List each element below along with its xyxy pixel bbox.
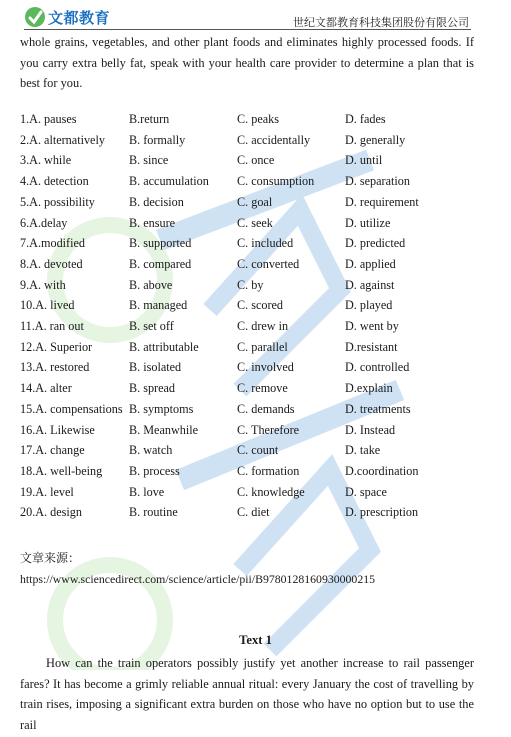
option-b: B. accumulation: [129, 174, 209, 189]
option-d: D. treatments: [345, 401, 411, 416]
option-row: [20, 257, 490, 277]
option-d: D. applied: [345, 256, 396, 271]
option-a: 1.A. pauses: [20, 112, 77, 126]
option-b: B. love: [129, 484, 165, 499]
option-c: C. accidentally: [237, 132, 311, 147]
option-b: B. supported: [129, 236, 192, 251]
option-a: 10.A. lived: [20, 298, 75, 313]
option-row: [20, 278, 490, 298]
option-d: D. separation: [345, 174, 410, 189]
option-c: C. involved: [237, 360, 294, 375]
option-c: C. count: [237, 443, 279, 458]
option-a: 4.A. detection: [20, 174, 89, 189]
option-d: D. predicted: [345, 236, 406, 251]
page-header: [0, 0, 511, 30]
option-a: 5.A. possibility: [20, 194, 95, 209]
option-c: C. once: [237, 153, 275, 168]
option-row: [20, 298, 490, 318]
option-row: [20, 423, 490, 443]
option-d: D. utilize: [345, 215, 391, 230]
brand-logo: [24, 7, 110, 27]
option-row: [20, 112, 490, 132]
company-name: 世纪文都教育科技集团股份有限公司: [293, 16, 469, 29]
option-a: 17.A. change: [20, 443, 85, 458]
option-a: 6.A.delay: [20, 215, 68, 230]
option-b: B. spread: [129, 381, 176, 396]
option-d: D.coordination: [345, 463, 419, 478]
option-row: [20, 216, 490, 236]
brand-logo-text: 文都教育: [48, 8, 111, 27]
option-row: [20, 485, 490, 505]
option-b: B.return: [129, 112, 170, 126]
header-divider: [24, 29, 471, 30]
source-url: https://www.sciencedirect.com/science/article/pii/B9780128160930000215: [20, 572, 376, 586]
option-row: [20, 174, 490, 194]
option-row: [20, 236, 490, 256]
option-a: 7.A.modified: [20, 236, 85, 251]
option-d: D. requirement: [345, 194, 419, 209]
option-a: 16.A. Likewise: [20, 422, 95, 437]
option-a: 18.A. well-being: [20, 463, 103, 478]
option-d: D. against: [345, 277, 395, 292]
option-d: D. went by: [345, 319, 399, 333]
option-d: D. Instead: [345, 422, 396, 437]
option-b: B. above: [129, 277, 173, 292]
option-a: 2.A. alternatively: [20, 132, 105, 147]
option-row: [20, 153, 490, 173]
option-c: C. formation: [237, 463, 300, 478]
option-row: [20, 464, 490, 484]
option-b: B. isolated: [129, 360, 182, 375]
option-b: B. decision: [129, 194, 184, 209]
option-row: [20, 195, 490, 215]
option-a: 20.A. design: [20, 505, 82, 520]
option-row: [20, 402, 490, 422]
option-b: B. routine: [129, 505, 178, 520]
option-a: 12.A. Superior: [20, 339, 93, 354]
option-a: 19.A. level: [20, 484, 74, 499]
option-a: 8.A. devoted: [20, 256, 83, 271]
option-d: D. space: [345, 484, 387, 499]
option-b: B. Meanwhile: [129, 422, 199, 437]
option-c: C. by: [237, 277, 264, 292]
option-c: C. knowledge: [237, 484, 305, 499]
option-row: [20, 381, 490, 401]
option-d: D. controlled: [345, 360, 410, 375]
option-c: C. goal: [237, 194, 273, 209]
option-b: B. since: [129, 153, 169, 168]
option-a: 3.A. while: [20, 153, 72, 168]
text-body: How can the train operators possibly justify yet another increase to rail passenger fares? It has become a grimly reliable annual ritual: every January the cost of travelling by train rises, imposing a significant extra burden on those who have no option but to use the rail: [20, 656, 474, 732]
option-b: B. attributable: [129, 339, 199, 354]
option-d: D. generally: [345, 132, 406, 147]
option-c: C. drew in: [237, 319, 289, 333]
option-b: B. formally: [129, 132, 186, 147]
source-label: 文章来源：: [20, 551, 81, 565]
option-d: D.explain: [345, 381, 393, 396]
option-a: 9.A. with: [20, 277, 66, 292]
option-row: [20, 360, 490, 380]
option-b: B. symptoms: [129, 401, 194, 416]
option-b: B. ensure: [129, 215, 176, 230]
option-c: C. peaks: [237, 112, 279, 126]
option-b: B. watch: [129, 443, 173, 458]
option-c: C. scored: [237, 298, 284, 313]
option-b: B. set off: [129, 319, 174, 333]
option-b: B. compared: [129, 256, 192, 271]
option-c: C. parallel: [237, 339, 288, 354]
option-d: D. fades: [345, 112, 386, 126]
option-c: C. Therefore: [237, 422, 300, 437]
intro-paragraph: whole grains, vegetables, and other plant foods and eliminates highly processed foods. If you carry extra belly fat, speak with your health care provider to determine a plan that is best for you.: [20, 35, 474, 90]
option-a: 14.A. alter: [20, 381, 72, 396]
option-c: C. converted: [237, 256, 300, 271]
option-c: C. consumption: [237, 174, 315, 189]
section-title: Text 1: [239, 633, 272, 647]
option-a: 11.A. ran out: [20, 319, 84, 333]
brand-logo-icon: [24, 6, 46, 28]
option-c: C. seek: [237, 215, 273, 230]
option-c: C. diet: [237, 505, 270, 520]
option-c: C. remove: [237, 381, 288, 396]
option-b: B. managed: [129, 298, 188, 313]
option-c: C. demands: [237, 401, 295, 416]
option-d: D. until: [345, 153, 383, 168]
option-row: [20, 133, 490, 153]
option-d: D. take: [345, 443, 381, 458]
option-a: 15.A. compensations: [20, 401, 123, 416]
option-a: 13.A. restored: [20, 360, 90, 375]
option-b: B. process: [129, 463, 180, 478]
option-row: [20, 505, 490, 525]
option-d: D.resistant: [345, 339, 398, 354]
option-row: [20, 340, 490, 360]
option-d: D. prescription: [345, 505, 419, 520]
option-d: D. played: [345, 298, 393, 313]
option-c: C. included: [237, 236, 294, 251]
option-row: [20, 319, 490, 339]
option-row: [20, 443, 490, 463]
